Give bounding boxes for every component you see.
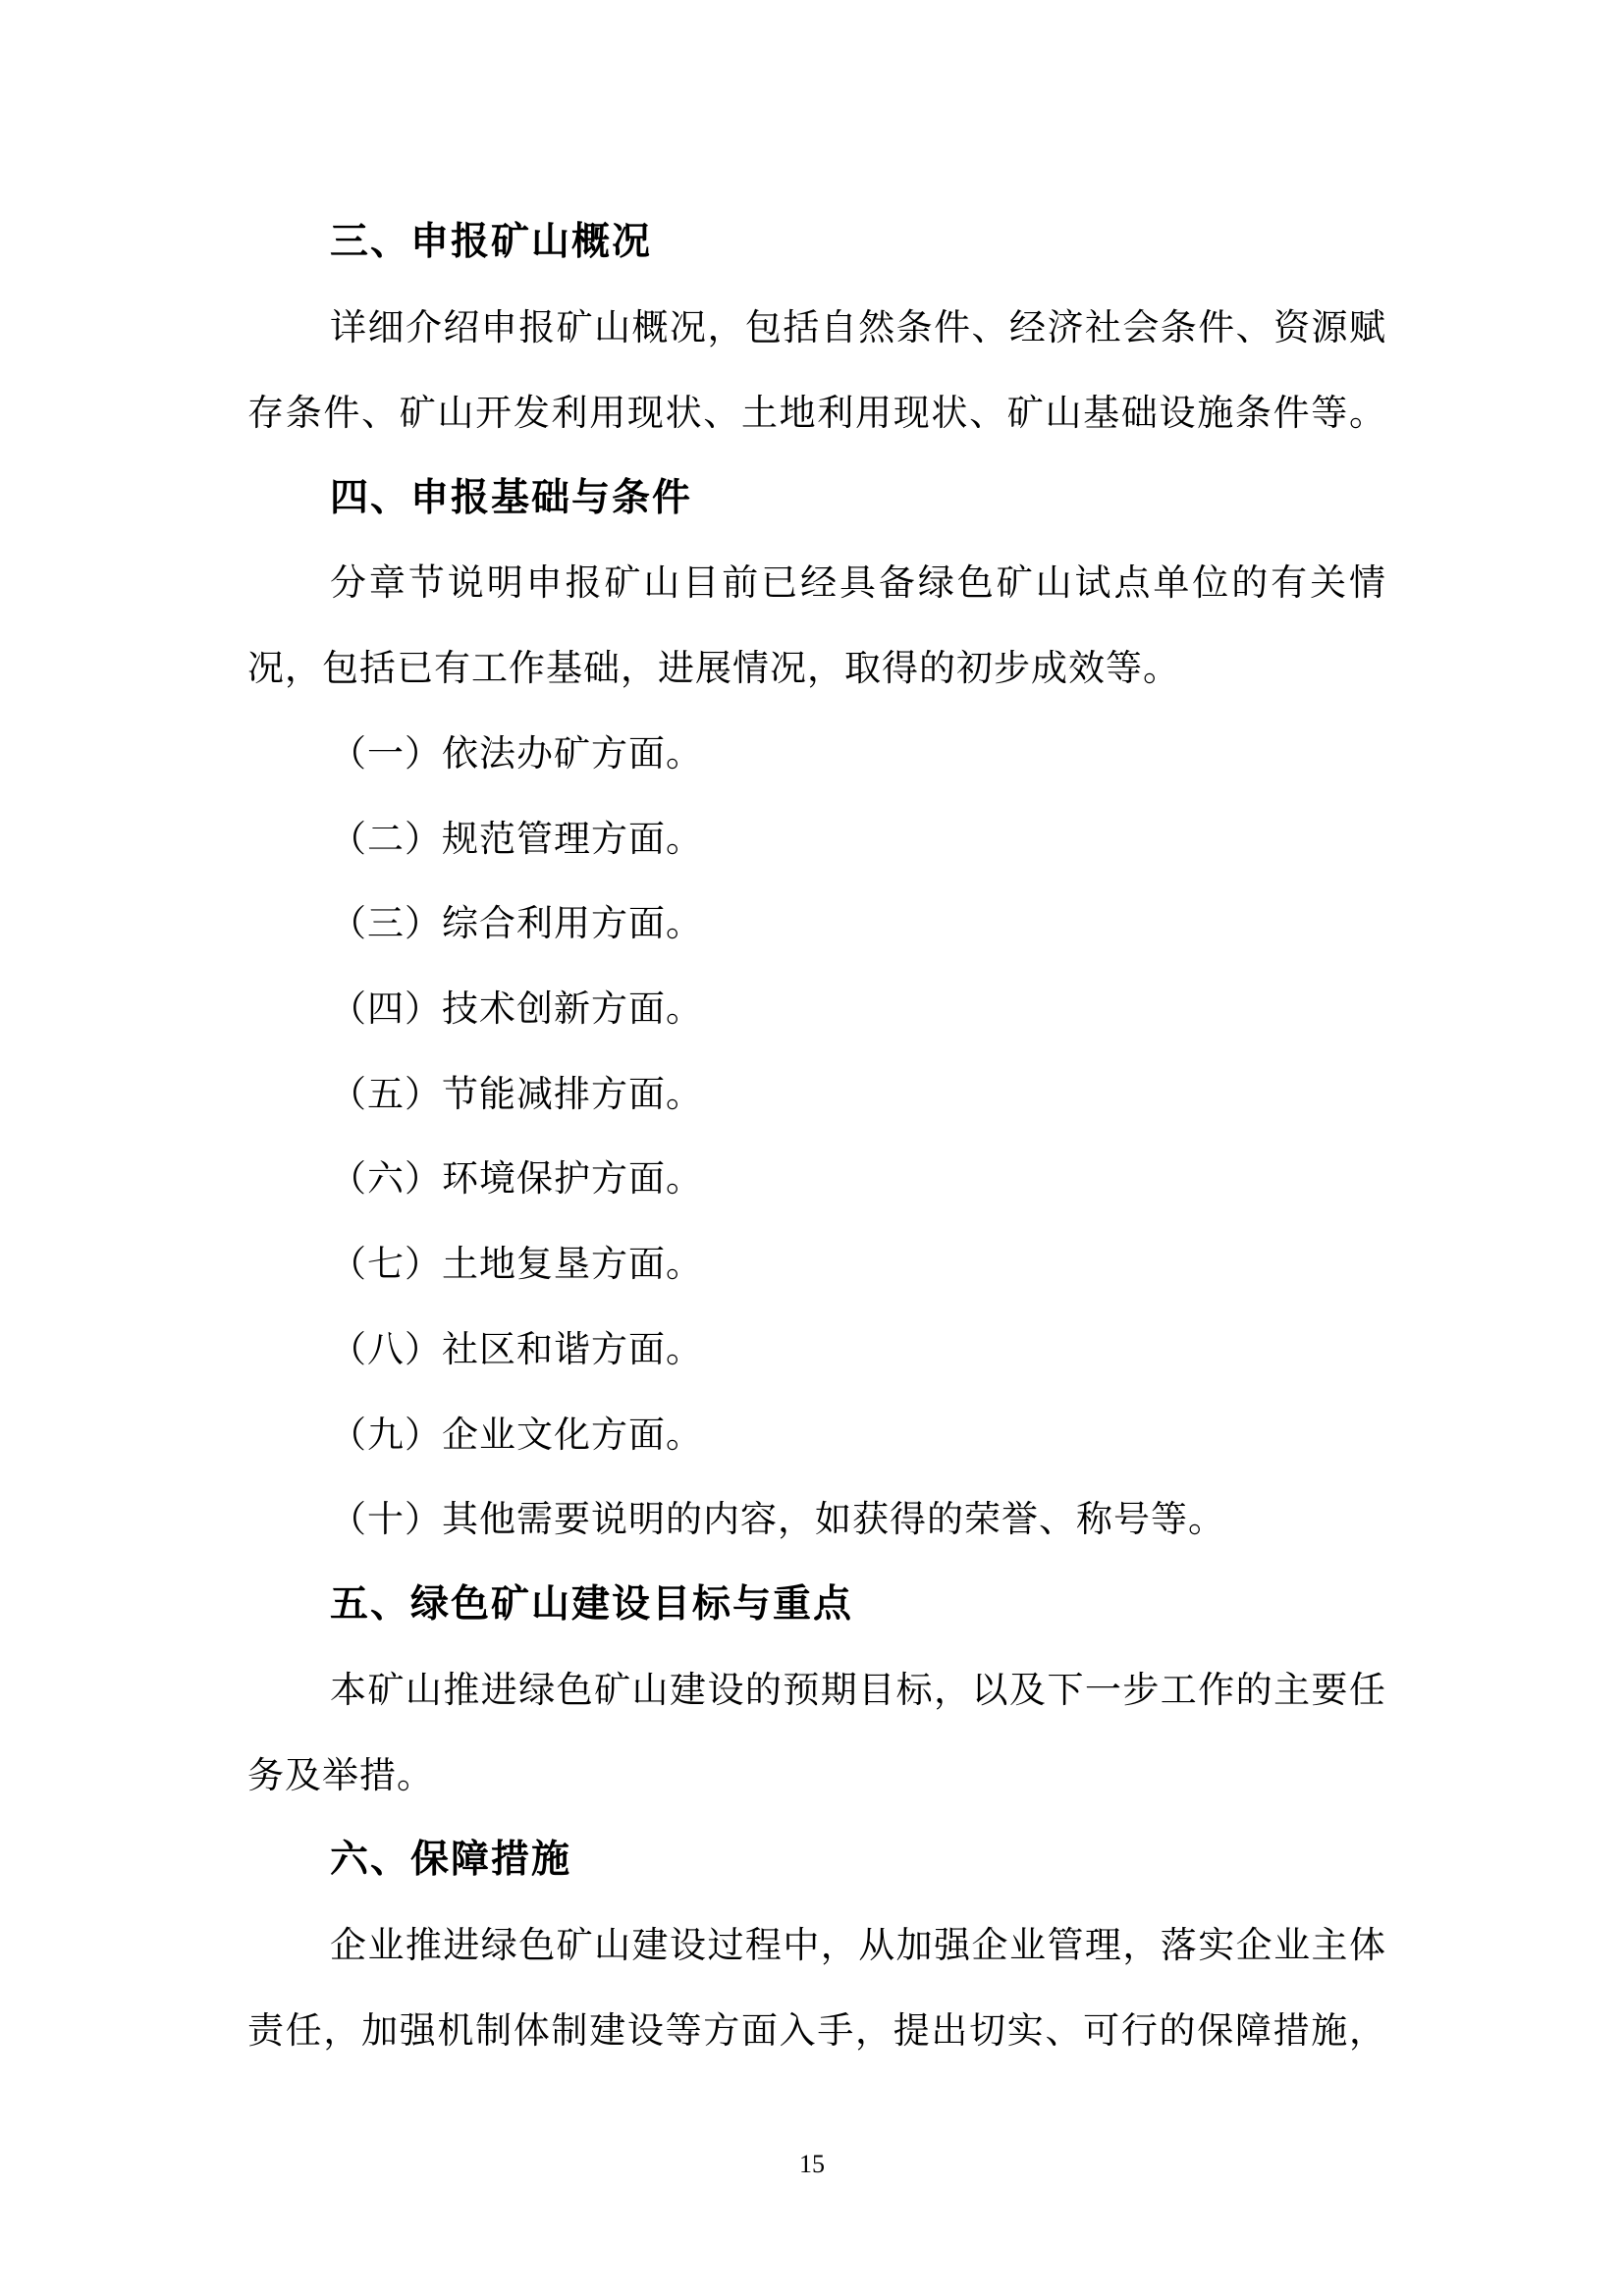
list-item-2: （二）规范管理方面。 <box>330 818 703 860</box>
section-4-paragraph-line-1: 分章节说明申报矿山目前已经具备绿色矿山试点单位的有关情 <box>330 561 1386 604</box>
section-4-heading: 四、申报基础与条件 <box>330 476 693 520</box>
list-item-6: （六）环境保护方面。 <box>330 1157 703 1200</box>
list-item-5: （五）节能减排方面。 <box>330 1073 703 1115</box>
section-5-paragraph-line-2: 务及举措。 <box>247 1754 434 1796</box>
section-3-paragraph-line-1: 详细介绍申报矿山概况，包括自然条件、经济社会条件、资源赋 <box>330 306 1386 348</box>
list-item-3: （三）综合利用方面。 <box>330 902 703 944</box>
section-6-paragraph-line-2: 责任，加强机制体制建设等方面入手，提出切实、可行的保障措施， <box>247 2009 1386 2052</box>
list-item-10: （十）其他需要说明的内容，如获得的荣誉、称号等。 <box>330 1498 1225 1540</box>
list-item-9: （九）企业文化方面。 <box>330 1414 703 1456</box>
section-5-heading: 五、绿色矿山建设目标与重点 <box>330 1582 854 1627</box>
section-4-paragraph-line-2: 况，包括已有工作基础，进展情况，取得的初步成效等。 <box>247 647 1180 689</box>
page-number: 15 <box>799 2150 825 2178</box>
list-item-4: （四）技术创新方面。 <box>330 988 703 1030</box>
list-item-7: （七）土地复垦方面。 <box>330 1243 703 1285</box>
section-6-paragraph-line-1: 企业推进绿色矿山建设过程中，从加强企业管理，落实企业主体 <box>330 1924 1386 1966</box>
section-6-heading: 六、保障措施 <box>330 1838 572 1882</box>
list-item-8: （八）社区和谐方面。 <box>330 1328 703 1370</box>
list-item-1: （一）依法办矿方面。 <box>330 732 703 774</box>
section-3-paragraph-line-2: 存条件、矿山开发利用现状、土地利用现状、矿山基础设施条件等。 <box>247 392 1386 434</box>
section-5-paragraph-line-1: 本矿山推进绿色矿山建设的预期目标，以及下一步工作的主要任 <box>330 1669 1386 1711</box>
section-3-heading: 三、申报矿山概况 <box>330 220 653 264</box>
